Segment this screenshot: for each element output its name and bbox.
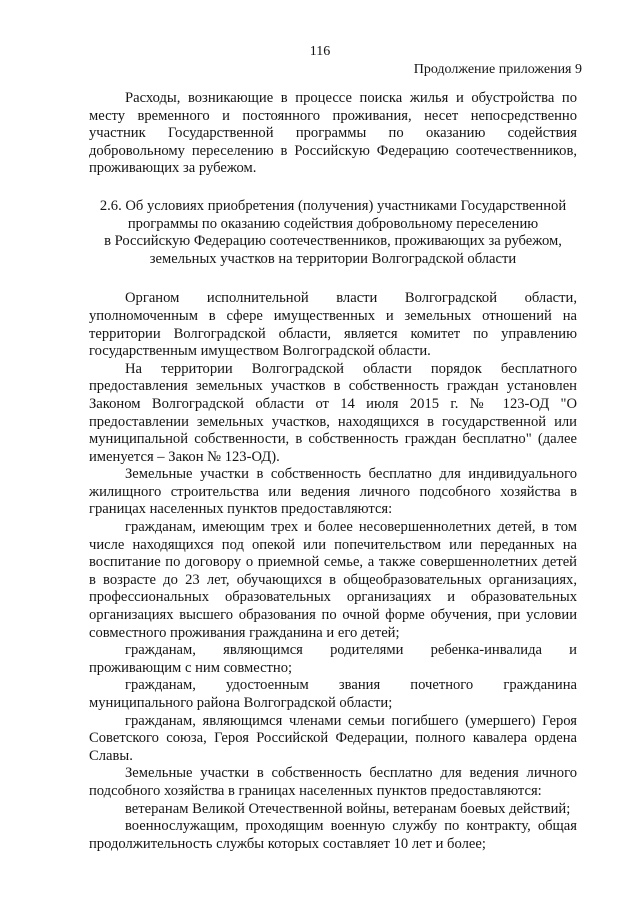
body-paragraph: военнослужащим, проходящим военную службу по контракту, общая продолжительность службы которых составляет 10 лет и более; [89, 818, 577, 852]
body-paragraph: Земельные участки в собственность бесплатно для ведения личного подсобного хозяйства в границах населенных пунктов предоставляются: [89, 765, 577, 799]
heading-line: в Российскую Федерацию соотечественников, проживающих за рубежом, [104, 233, 562, 250]
body-paragraph: гражданам, удостоенным звания почетного гражданина муниципального района Волгоградской области; [89, 677, 577, 711]
body-paragraph: гражданам, являющимся родителями ребенка-инвалида и проживающим с ним совместно; [89, 642, 577, 676]
document-body [89, 90, 577, 853]
heading-line: 2.6. Об условиях приобретения (получения) участниками Государственной [99, 197, 567, 214]
continuation-note: Продолжение приложения 9 [413, 62, 582, 77]
body-paragraph: гражданам, имеющим трех и более несовершеннолетних детей, в том числе находящихся под опекой или попечительством или переданных на воспитание по договору о приемной семье, а также совершеннолетних детей в возрасте до 23 лет, обучающихся в общеобразовательных организациях, профессиональных образовательных организациях и образовательных организациях высшего образования по очной форме обучения, при условии совместного проживания гражданина и его детей; [89, 519, 577, 641]
body-paragraph: Органом исполнительной власти Волгоградской области, уполномоченным в сфере имущественных и земельных отношений на территории Волгоградской области, является комитет по управлению государственным имуществом Волгоградской области. [89, 290, 577, 360]
section-heading [89, 198, 577, 268]
body-paragraph: Земельные участки в собственность бесплатно для индивидуального жилищного строительства или ведения личного подсобного хозяйства в границах населенных пунктов предоставляются: [89, 466, 577, 518]
body-paragraph: ветеранам Великой Отечественной войны, ветеранам боевых действий; [125, 800, 571, 817]
heading-line: земельных участков на территории Волгоградской области [149, 250, 517, 267]
heading-line: программы по оказанию содействия добровольному переселению [127, 215, 539, 232]
body-paragraph: На территории Волгоградской области порядок бесплатного предоставления земельных участков в собственность граждан установлен Законом Волгоградской области от 14 июля 2015 г. № 123-ОД "О предоставлении земельных участков, находящихся в государственной или муниципальной собственности, в собственность граждан бесплатно" (далее именуется – Закон № 123-ОД). [89, 360, 577, 465]
page-number: 116 [309, 44, 331, 59]
intro-paragraph: Расходы, возникающие в процессе поиска жилья и обустройства по месту временного и постоянного проживания, несет непосредственно участник Государственной программы по оказанию содействия добровольному переселению в Российскую Федерацию соотечественников, проживающих за рубежом. [89, 90, 577, 177]
body-paragraph: гражданам, являющимся членами семьи погибшего (умершего) Героя Советского союза, Героя Российской Федерации, полного кавалера ордена Славы. [89, 712, 577, 764]
